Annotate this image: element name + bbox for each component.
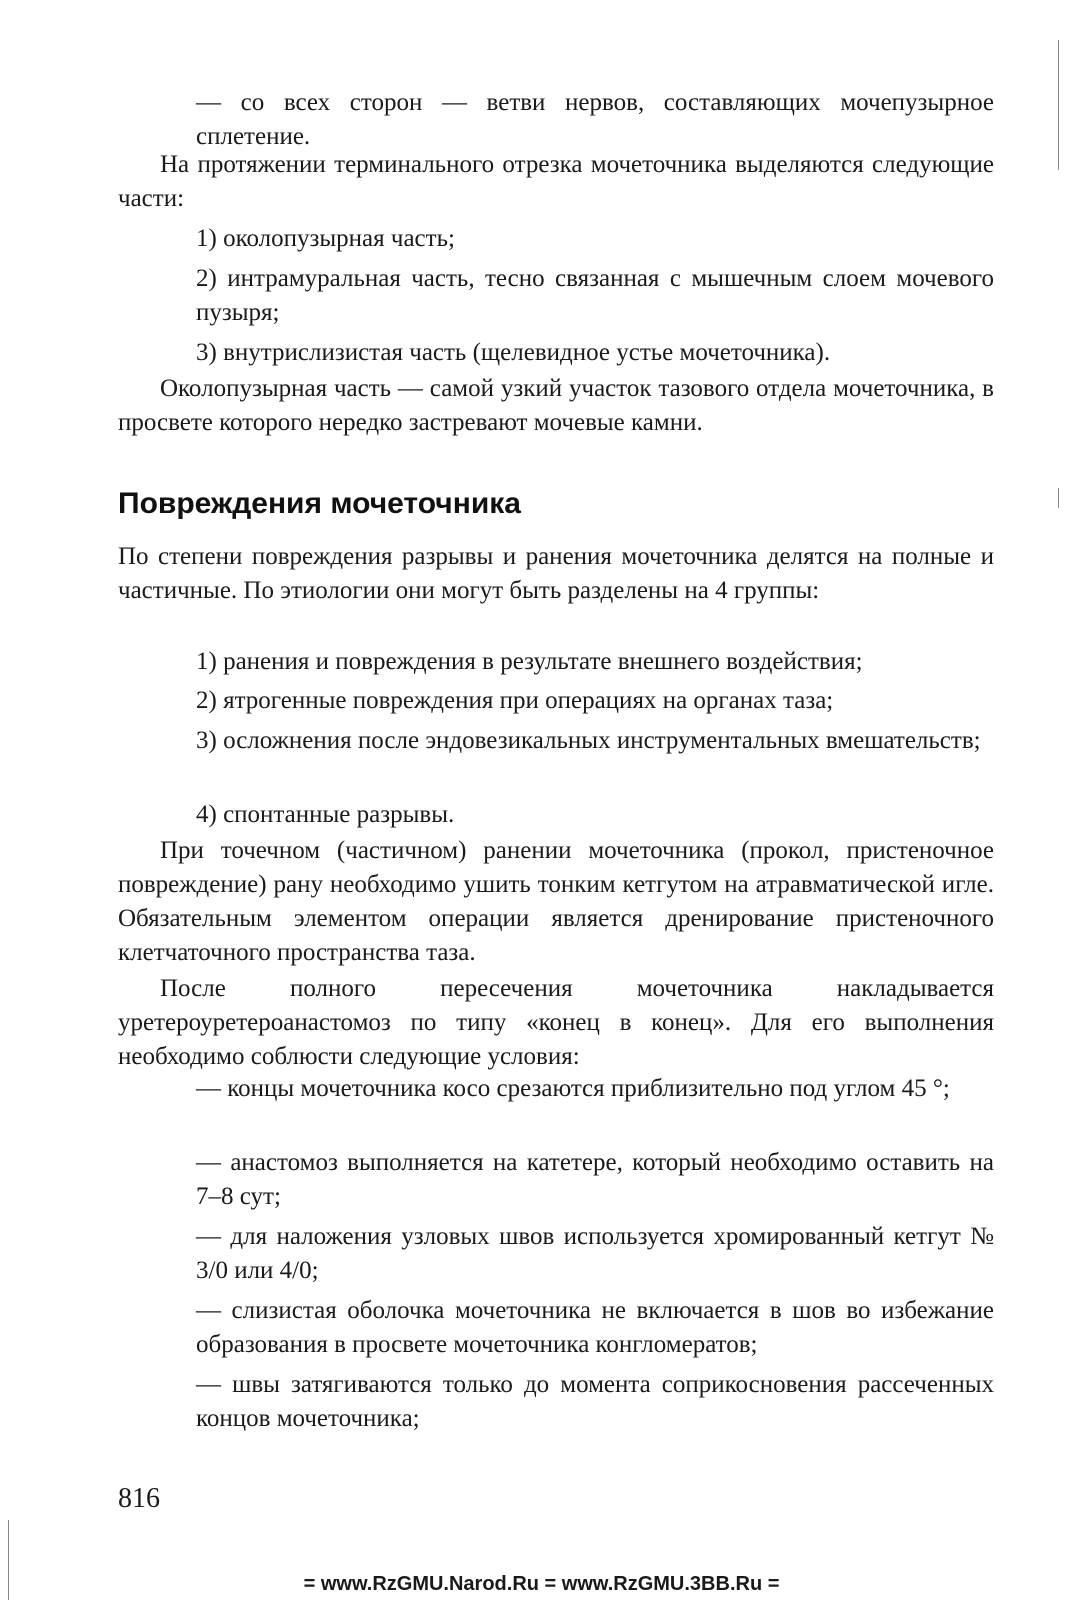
parts-list-item: 3) внутрислизистая часть (щелевидное устье мочеточника). xyxy=(196,339,831,366)
groups-list-item: 4) спонтанные разрывы. xyxy=(196,801,455,828)
groups-intro-paragraph: По степени повреждения разрывы и ранения мочеточника делятся на полные и частичные. По этиологии они могут быть разделены на 4 группы: xyxy=(118,543,994,604)
section-heading: Повреждения мочеточника xyxy=(118,487,521,520)
groups-list-item: 3) осложнения после эндовезикальных инструментальных вмешательств; xyxy=(196,727,981,754)
footer-watermark: = www.RzGMU.Narod.Ru = www.RzGMU.3BB.Ru = xyxy=(303,1573,780,1595)
condition-item: — швы затягиваются только до момента соприкосновения рассеченных концов мочеточника; xyxy=(196,1371,994,1432)
parts-intro-paragraph: На протяжении терминального отрезка мочеточника выделяются следующие части: xyxy=(118,151,994,212)
condition-item: — слизистая оболочка мочеточника не включается в шов во избежание образования в просвете мочеточника конгломератов; xyxy=(196,1297,994,1358)
point-injury-paragraph: При точечном (частичном) ранении мочеточника (прокол, пристеночное повреждение) рану необходимо ушить тонким кетгутом на атравматической игле. Обязательным элементом операции является дренирование пристеночного клетчаточного пространства таза. xyxy=(118,837,994,966)
condition-item: — анастомоз выполняется на катетере, который необходимо оставить на 7–8 сут; xyxy=(196,1149,994,1210)
groups-list-item: 2) ятрогенные повреждения при операциях на органах таза; xyxy=(196,687,834,714)
scan-edge-mark xyxy=(1058,40,1059,170)
parts-list-item: 1) околопузырная часть; xyxy=(196,225,455,252)
scan-edge-mark xyxy=(8,1520,9,1600)
groups-list-item: 1) ранения и повреждения в результате внешнего воздействия; xyxy=(196,648,863,675)
parts-note-paragraph: Околопузырная часть — самой узкий участок тазового отдела мочеточника, в просвете которого нередко застревают мочевые камни. xyxy=(118,375,994,436)
page-number: 816 xyxy=(118,1483,160,1514)
parts-list-item: 2) интрамуральная часть, тесно связанная с мышечным слоем мочевого пузыря; xyxy=(196,265,994,326)
condition-item: — для наложения узловых швов используется хромированный кетгут № 3/0 или 4/0; xyxy=(196,1223,994,1284)
scan-edge-mark xyxy=(1058,488,1059,508)
nerves-line: — со всех сторон — ветви нервов, составляющих мочепузырное сплетение. xyxy=(196,89,994,150)
full-transection-paragraph: После полного пересечения мочеточника накладывается уретероуретероанастомоз по типу «конец в конец». Для его выполнения необходимо соблюсти следующие условия: xyxy=(118,975,994,1070)
condition-item: — концы мочеточника косо срезаются приблизительно под углом 45 °; xyxy=(196,1075,950,1102)
